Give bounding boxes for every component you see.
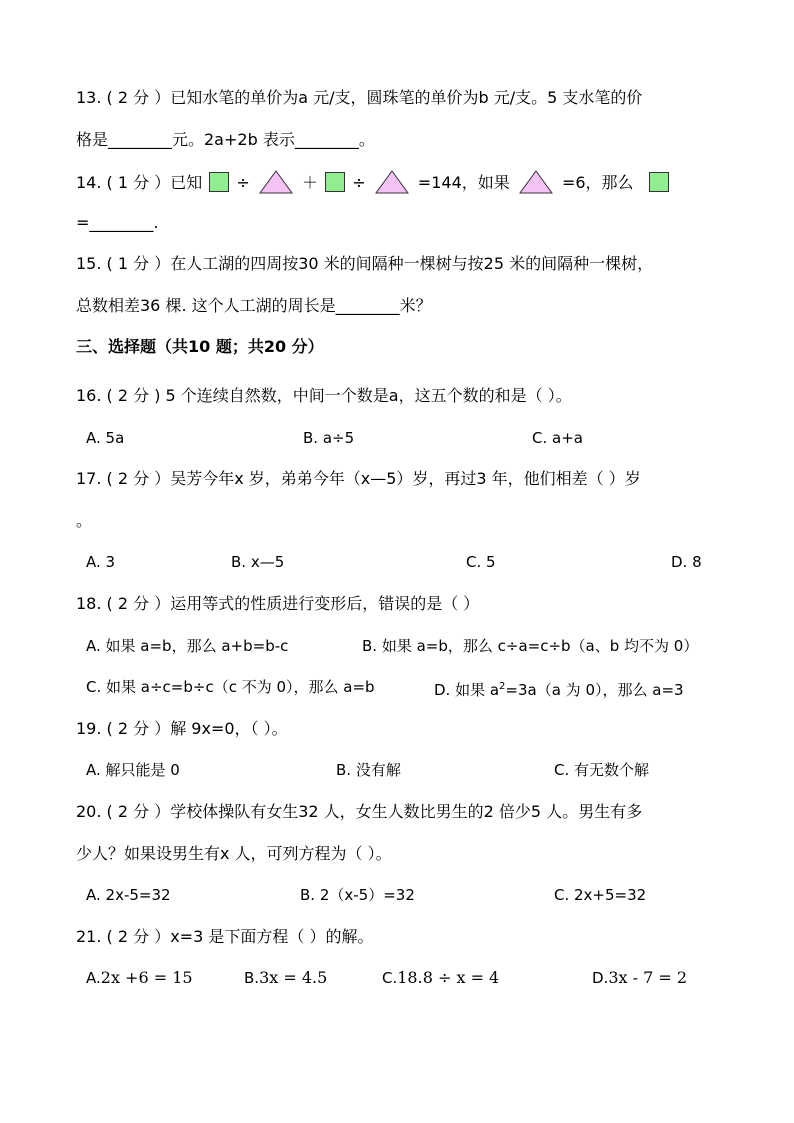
q17-option-b: B. x—5 [231,553,285,571]
q21-option-b [244,968,327,988]
q21-option-b-label: B. [244,969,260,987]
q18-text: 18. ( 2 分 ）运用等式的性质进行变形后，错误的是（ ） [76,594,480,613]
q14-line2: =________. [76,213,159,232]
q14-line1 [76,170,671,194]
q20-option-b: B. 2（x-5）=32 [300,886,415,904]
q21-option-b-equation: 3x = 4.5 [259,968,328,987]
q14-prefix: 14. ( 1 分 ）已知 [76,173,203,192]
q21-option-d-label: D. [592,969,609,987]
q15-line2: 总数相差36 棵. 这个人工湖的周长是________米？ [76,296,432,315]
q13-line1: 13. ( 2 分 ）已知水笔的单价为a 元/支，圆珠笔的单价为b 元/支。5 支水笔的价 [76,88,643,107]
q18-option-a: A. 如果 a=b，那么 a+b=b-c [86,637,289,655]
q17-option-a: A. 3 [86,553,116,571]
q21-option-a-label: A. [86,969,101,987]
q20-option-a: A. 2x-5=32 [86,886,171,904]
q16-text: 16. ( 2 分 ) 5 个连续自然数，中间一个数是a，这五个数的和是（ ）。 [76,386,572,405]
q21-option-d [592,968,687,988]
q19-option-c: C. 有无数个解 [554,761,650,779]
square-icon [649,172,669,192]
q15-line1: 15. ( 1 分 ）在人工湖的四周按30 米的间隔种一棵树与按25 米的间隔种一棵树， [76,254,654,273]
q21-option-a-equation: 2x +6 = 15 [100,968,193,987]
q20-line2: 少人？如果设男生有x 人，可列方程为（ ）。 [76,844,392,863]
q21-text: 21. ( 2 分 ）x=3 是下面方程（ ）的解。 [76,927,374,946]
q21-option-c-equation: 18.8 ÷ x = 4 [397,968,500,987]
q18-option-c: C. 如果 a÷c=b÷c（c 不为 0），那么 a=b [86,678,375,696]
q18-option-d-sup: 2 [499,681,506,692]
triangle-icon [375,170,409,194]
q14-eq144: =144，如果 [417,173,510,192]
q17-line1: 17. ( 2 分 ）吴芳今年x 岁，弟弟今年（x—5）岁，再过3 年，他们相差（ ）岁 [76,469,641,488]
q20-line1: 20. ( 2 分 ）学校体操队有女生32 人，女生人数比男生的2 倍少5 人。男生有多 [76,802,643,821]
q21-option-c-label: C. [382,969,398,987]
q19-option-b: B. 没有解 [336,761,401,779]
triangle-icon [519,170,553,194]
q18-option-d-pre: D. 如果 a [434,681,500,699]
q18-option-d-post: =3a（a 为 0），那么 a=3 [505,681,684,699]
section-heading: 三、选择题（共10 题；共20 分） [76,337,324,356]
q14-div2: ÷ [352,173,366,192]
q17-option-c: C. 5 [466,553,496,571]
q19-text: 19. ( 2 分 ）解 9x=0，（ ）。 [76,719,288,738]
q20-option-c: C. 2x+5=32 [554,886,647,904]
q16-option-b: B. a÷5 [303,429,355,447]
square-icon [325,172,345,192]
q18-option-d [434,677,684,700]
q14-div1: ÷ [236,173,250,192]
q14-plus: ＋ [302,173,319,192]
q19-option-a: A. 解只能是 0 [86,761,180,779]
q17-option-d: D. 8 [671,553,702,571]
q18-option-b: B. 如果 a=b，那么 c÷a=c÷b（a、b 均不为 0） [362,637,699,655]
q21-option-c [382,968,499,988]
q14-eq6: =6，那么 [561,173,634,192]
q21-option-d-equation: 3x - 7 = 2 [608,968,688,987]
q17-line2: 。 [76,511,93,530]
square-icon [209,172,229,192]
triangle-icon [259,170,293,194]
q13-line2: 格是________元。2a+2b 表示________。 [76,130,375,149]
q21-option-a [86,968,193,988]
q16-option-a: A. 5a [86,429,125,447]
q16-option-c: C. a+a [532,429,583,447]
